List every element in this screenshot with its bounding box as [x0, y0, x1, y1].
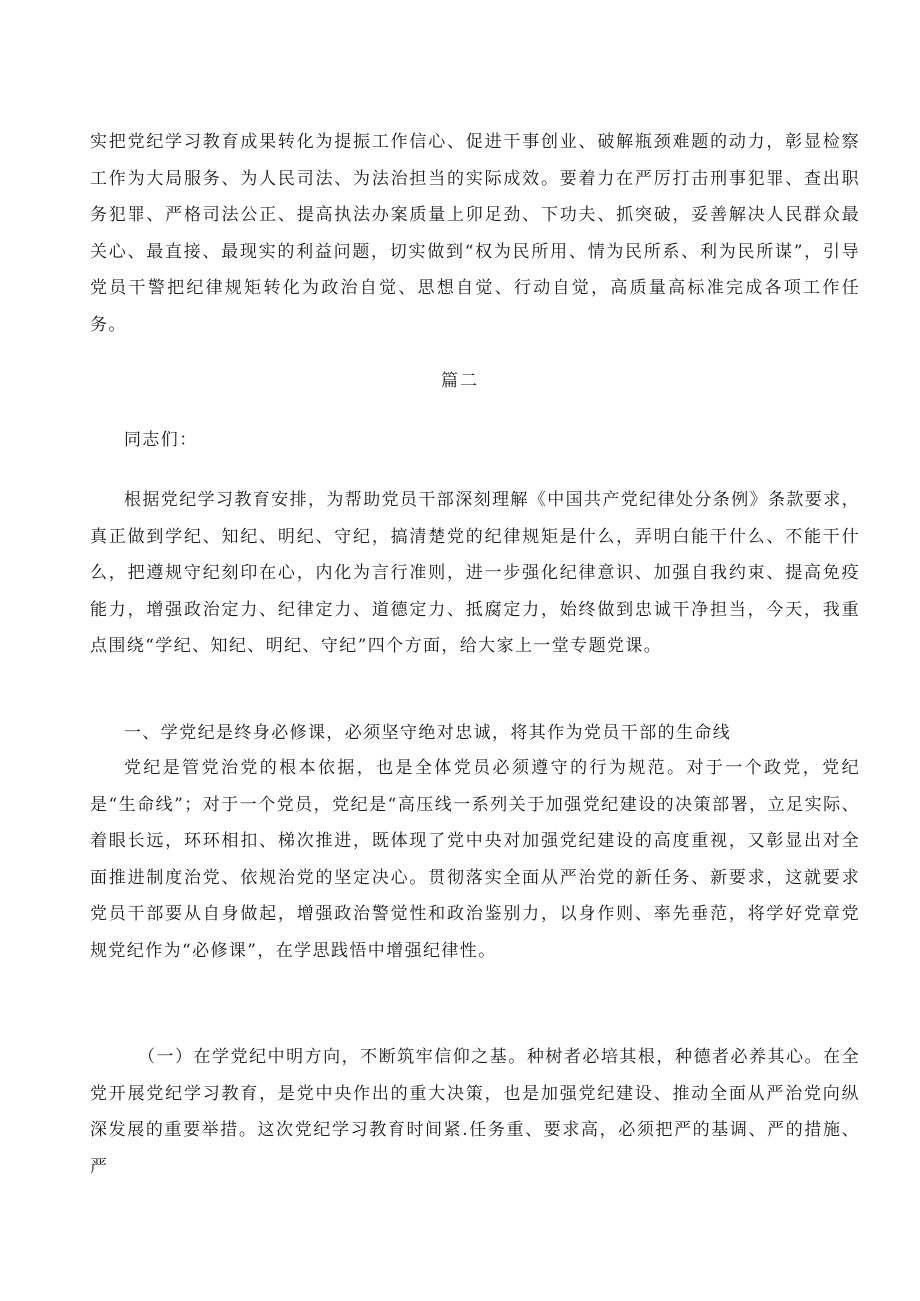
discipline-paragraph: 党纪是管党治党的根本依据，也是全体党员必须遵守的行为规范。对于一个政党，党纪是“生命线”；对于一个党员，党纪是“高压线一系列关于加强党纪建设的决策部署，立足实际、着眼长远，环环相扣、梯次推进，既体现了党中央对加强党纪建设的高度重视，又彰显出对全面推进制度治党、依规治党的坚定决心。贯彻落实全面从严治党的新任务、新要求，这就要求党员干部要从自身做起，增强政治警觉性和政治鉴别力，以身作则、率先垂范，将学好党章党规党纪作为“必修课”，在学思践悟中增强纪律性。: [90, 758, 860, 961]
section-heading-one: 一、学党纪是终身必修课，必须坚守绝对忠诚，将其作为党员干部的生命线: [124, 723, 732, 743]
section-title: 篇二: [441, 371, 479, 391]
opening-paragraph: 根据党纪学习教育安排，为帮助党员干部深刻理解《中国共产党纪律处分条例》条款要求，真正做到学纪、知纪、明纪、守纪，搞清楚党的纪律规矩是什么，弄明白能干什么、不能干什么，把遵规守纪刻印在心，内化为言行准则，进一步强化纪律意识、加强自我约束、提高免疫能力，增强政治定力、纪律定力、道德定力、抵腐定力，始终做到忠诚干净担当，今天，我重点围绕“学纪、知纪、明纪、守纪”四个方面，给大家上一堂专题党课。: [90, 490, 860, 656]
salutation: 同志们：: [124, 430, 198, 450]
subsection-one-paragraph: （一）在学党纪中明方向，不断筑牢信仰之基。种树者必培其根，种德者必养其心。在全党开展党纪学习教育，是党中央作出的重大决策，也是加强党纪建设、推动全面从严治党向纵深发展的重要举措。这次党纪学习教育时间紧.任务重、要求高，必须把严的基调、严的措施、严: [90, 1047, 860, 1177]
intro-paragraph: 实把党纪学习教育成果转化为提振工作信心、促进干事创业、破解瓶颈难题的动力，彰显检察工作为大局服务、为人民司法、为法治担当的实际成效。要着力在严厉打击刑事犯罪、查出职务犯罪、严格司法公正、提高执法办案质量上卯足劲、下功夫、抓突破，妥善解决人民群众最关心、最直接、最现实的利益问题，切实做到“权为民所用、情为民所系、利为民所谋”，引导党员干警把纪律规矩转化为政治自觉、思想自觉、行动自觉，高质量高标准完成各项工作任务。: [90, 132, 860, 335]
